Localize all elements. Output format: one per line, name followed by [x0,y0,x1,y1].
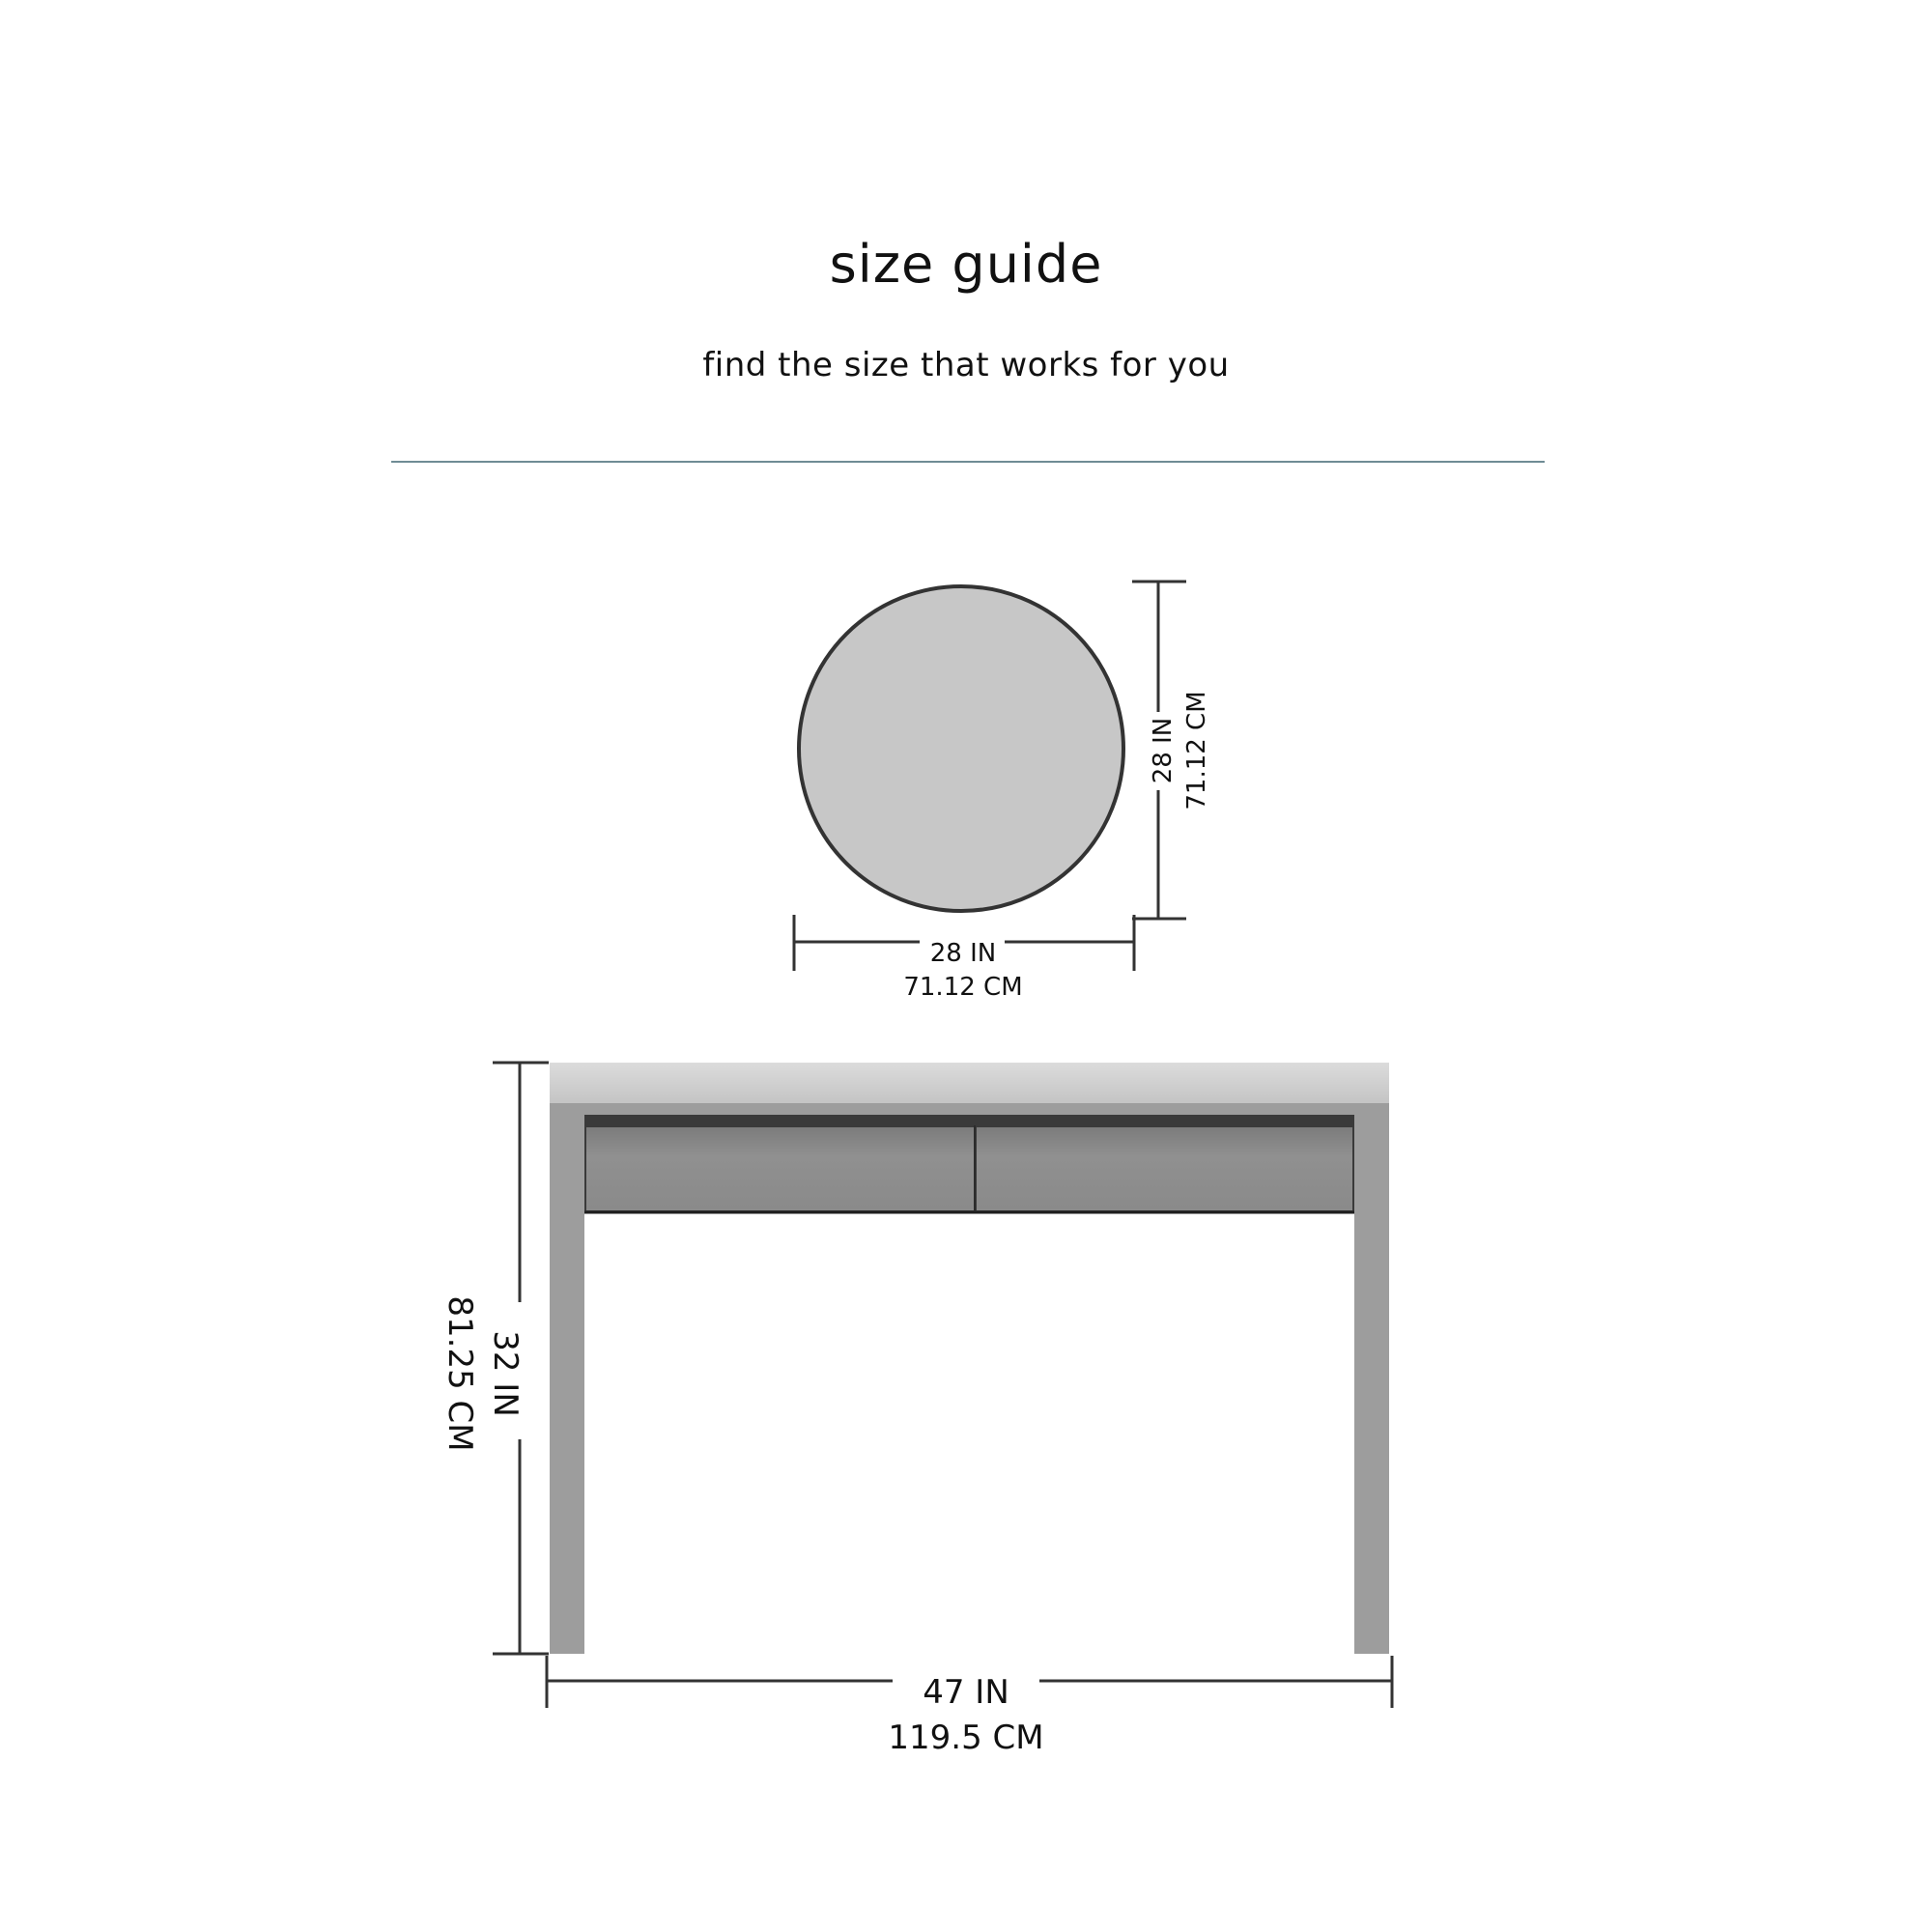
mirror-width-in-label: 28 IN [929,939,997,968]
desk-height-cm-label: 81.25 CM [440,1295,479,1452]
round-mirror [799,586,1123,911]
drawer-left [586,1127,974,1210]
mirror-width-cm-label: 71.12 CM [903,973,1023,1002]
desk-width-cm-label: 119.5 CM [888,1719,1044,1757]
desk-apron [550,1103,1389,1115]
desk-top [550,1063,1389,1103]
mirror-group [794,582,1211,1002]
desk-left-leg [550,1103,584,1654]
mirror-height-in-label: 28 IN [1149,717,1178,784]
drawer-right [977,1127,1352,1210]
desk-right-leg [1354,1103,1389,1654]
page-title: size guide [829,234,1103,295]
desk-height-in-label: 32 IN [486,1330,525,1417]
page-subtitle: find the size that works for you [702,346,1230,384]
desk-group [440,1063,1392,1757]
mirror-height-cm-label: 71.12 CM [1182,691,1211,810]
desk-width-in-label: 47 IN [923,1673,1009,1712]
